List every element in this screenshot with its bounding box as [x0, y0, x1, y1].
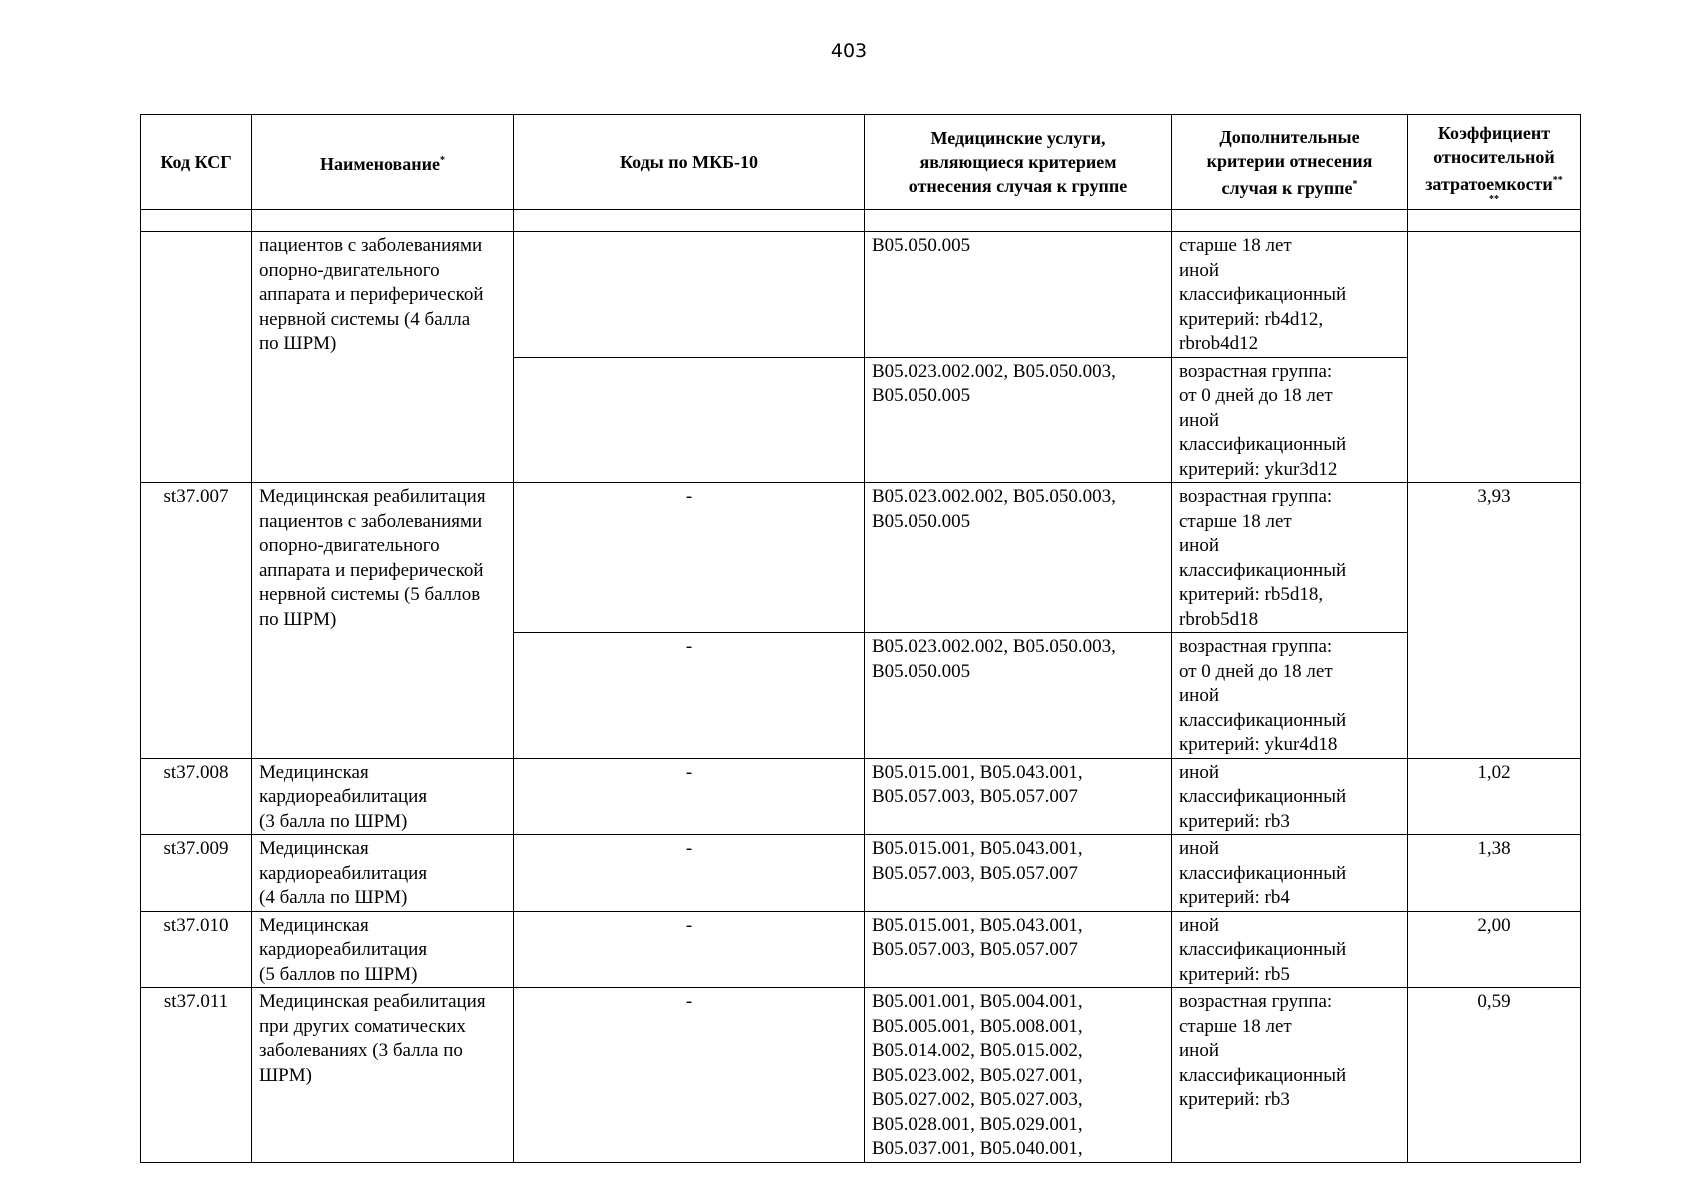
spacer-row [141, 210, 1581, 232]
ksg-name-cell: пациентов с заболеваниями опорно-двигательного аппарата и периферической нервной системы (4 балла по ШРМ) [252, 232, 514, 483]
services-cell: B05.023.002.002, B05.050.003, B05.050.005 [865, 357, 1172, 483]
extra-criteria-cell: старше 18 лет иной классификационный критерий: rb4d12, rbrob4d12 [1172, 232, 1408, 358]
coefficient-cell: 0,59 [1408, 988, 1581, 1163]
footnote-mark: * [440, 154, 445, 166]
ksg-name-cell: Медицинская кардиореабилитация (5 баллов по ШРМ) [252, 911, 514, 988]
extra-criteria-cell: иной классификационный критерий: rb3 [1172, 758, 1408, 835]
coefficient-cell [1408, 232, 1581, 483]
header-code: Код КСГ [141, 115, 252, 210]
services-cell: B05.023.002.002, B05.050.003, B05.050.005 [865, 483, 1172, 633]
table-row [141, 835, 1581, 912]
extra-criteria-cell: возрастная группа: от 0 дней до 18 лет иной классификационный критерий: ykur4d18 [1172, 633, 1408, 759]
footnote-mark: ** [1552, 174, 1563, 186]
ksg-code-cell [141, 232, 252, 483]
coefficient-cell: 2,00 [1408, 911, 1581, 988]
mkb-codes-cell [514, 357, 865, 483]
ksg-code-cell: st37.010 [141, 911, 252, 988]
table-row [141, 758, 1581, 835]
coefficient-cell: 1,02 [1408, 758, 1581, 835]
table-row [141, 911, 1581, 988]
mkb-codes-cell [514, 232, 865, 358]
header-coefficient: Коэффициент относительной затратоемкости** ** [1408, 115, 1581, 210]
ksg-name-cell: Медицинская реабилитация при других соматических заболеваниях (3 балла по ШРМ) [252, 988, 514, 1163]
services-cell: B05.015.001, B05.043.001, B05.057.003, B05.057.007 [865, 835, 1172, 912]
mkb-codes-cell: - [514, 988, 865, 1163]
services-cell: B05.015.001, B05.043.001, B05.057.003, B05.057.007 [865, 911, 1172, 988]
mkb-codes-cell: - [514, 835, 865, 912]
page-number: 403 [830, 40, 868, 62]
ksg-table [140, 114, 1581, 1163]
mkb-codes-cell: - [514, 911, 865, 988]
extra-criteria-cell: возрастная группа: старше 18 лет иной классификационный критерий: rb3 [1172, 988, 1408, 1163]
header-services: Медицинские услуги, являющиеся критерием отнесения случая к группе [865, 115, 1172, 210]
extra-criteria-cell: возрастная группа: от 0 дней до 18 лет иной классификационный критерий: ykur3d12 [1172, 357, 1408, 483]
mkb-codes-cell: - [514, 633, 865, 759]
coefficient-cell: 1,38 [1408, 835, 1581, 912]
footnote-mark: * [1352, 178, 1358, 190]
extra-criteria-cell: иной классификационный критерий: rb5 [1172, 911, 1408, 988]
ksg-code-cell: st37.008 [141, 758, 252, 835]
mkb-codes-cell: - [514, 758, 865, 835]
services-cell: B05.023.002.002, B05.050.003, B05.050.005 [865, 633, 1172, 759]
ksg-code-cell: st37.011 [141, 988, 252, 1163]
services-cell: B05.015.001, B05.043.001, B05.057.003, B05.057.007 [865, 758, 1172, 835]
mkb-codes-cell: - [514, 483, 865, 633]
header-mkb: Коды по МКБ-10 [514, 115, 865, 210]
header-extra-criteria: Дополнительные критерии отнесения случая к группе* [1172, 115, 1408, 210]
table-row [141, 232, 1581, 358]
extra-criteria-cell: возрастная группа: старше 18 лет иной классификационный критерий: rb5d18, rbrob5d18 [1172, 483, 1408, 633]
header-row [141, 115, 1581, 210]
extra-criteria-cell: иной классификационный критерий: rb4 [1172, 835, 1408, 912]
table-row [141, 988, 1581, 1163]
ksg-code-cell: st37.007 [141, 483, 252, 759]
ksg-name-cell: Медицинская кардиореабилитация (4 балла по ШРМ) [252, 835, 514, 912]
services-cell: B05.050.005 [865, 232, 1172, 358]
table-row [141, 483, 1581, 633]
ksg-code-cell: st37.009 [141, 835, 252, 912]
services-cell: B05.001.001, B05.004.001, B05.005.001, B05.008.001, B05.014.002, B05.015.002, B05.023.002, B05.027.001, B05.027.002, B05.027.003, B05.028.001, B05.029.001, B05.037.001, B05.040.001, [865, 988, 1172, 1163]
coefficient-cell: 3,93 [1408, 483, 1581, 759]
ksg-name-cell: Медицинская реабилитация пациентов с заболеваниями опорно-двигательного аппарата и периферической нервной системы (5 баллов по ШРМ) [252, 483, 514, 759]
ksg-name-cell: Медицинская кардиореабилитация (3 балла по ШРМ) [252, 758, 514, 835]
table-body [141, 210, 1581, 1163]
header-name: Наименование* [252, 115, 514, 210]
